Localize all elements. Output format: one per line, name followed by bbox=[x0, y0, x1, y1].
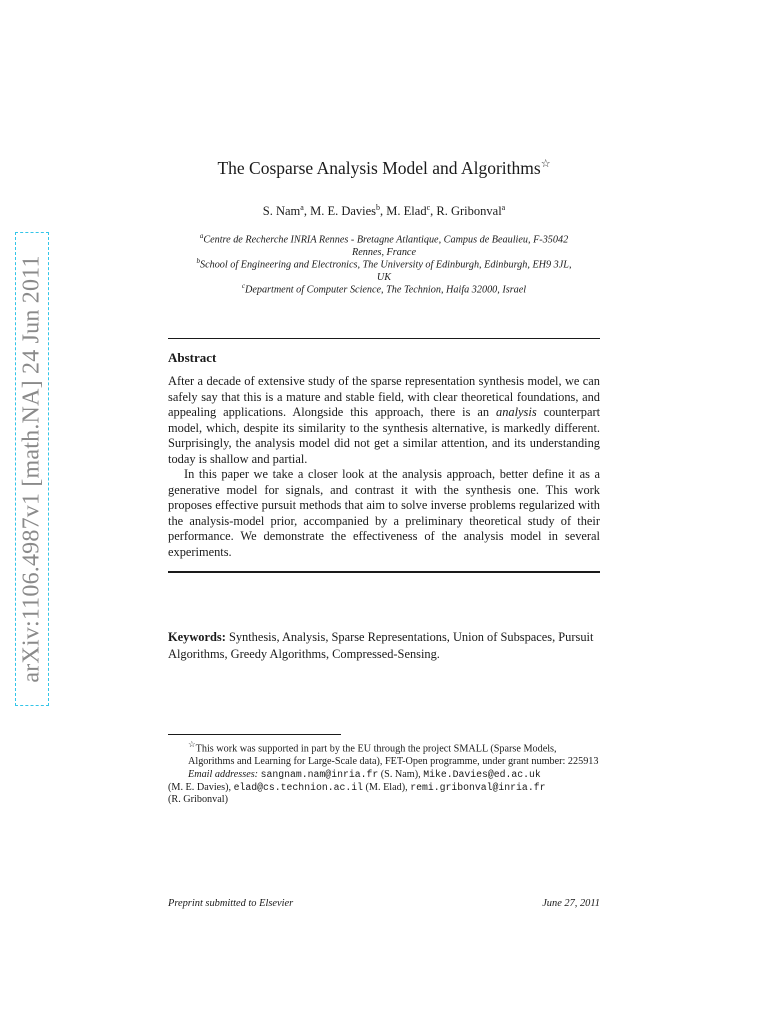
email-link[interactable]: remi.gribonval@inria.fr bbox=[410, 781, 546, 793]
abstract-paragraph bbox=[168, 374, 600, 467]
keywords bbox=[168, 629, 600, 663]
footnote-mark: ☆ bbox=[188, 739, 196, 749]
footnote-rule bbox=[168, 734, 341, 735]
funding-text: This work was supported in part by the EU through the project SMALL (Sparse Models, Algorithms and Learning for Large-Scale data), FET-Open programme, under grant number: 225913 bbox=[188, 743, 599, 768]
author-list: S. Nam$^a$, M. E. Davies$^b$, M. Elad$^c$, R. Gribonval$^a$ bbox=[262, 203, 506, 219]
email-owner: (M. Elad), bbox=[365, 781, 408, 793]
email-link[interactable]: sangnam.nam@inria.fr bbox=[260, 768, 379, 780]
abstract-top-rule bbox=[168, 338, 600, 339]
author-affiliation-mark: b bbox=[376, 203, 381, 212]
arxiv-identifier: arXiv:1106.4987v1 [math.NA] 24 Jun 2011 bbox=[18, 255, 45, 683]
author-name: M. Elad bbox=[386, 204, 427, 219]
funding-note bbox=[168, 738, 600, 769]
title-text: The Cosparse Analysis Model and Algorithms bbox=[217, 157, 541, 178]
affiliation-line: Department of Computer Science, The Technion, Haifa 32000, Israel bbox=[244, 284, 527, 296]
abstract-text: counterpart model, which, despite its similarity to the synthesis alternative, is markedly different. Surprisingly, the analysis model did not get a similar attention, and its understanding today is shallow and partial. bbox=[168, 405, 601, 466]
abstract-emphasis: analysis bbox=[496, 405, 537, 419]
affiliation-line: School of Engineering and Electronics, The University of Edinburgh, Edinburgh, EH9 3JL, bbox=[199, 259, 572, 271]
affiliation-mark: b bbox=[196, 257, 200, 265]
paper-title bbox=[168, 157, 600, 179]
title-footnote-mark: ☆ bbox=[540, 158, 551, 170]
email-link[interactable]: elad@cs.technion.ac.il bbox=[233, 781, 363, 793]
email-label: Email addresses: bbox=[188, 768, 259, 780]
abstract-heading: Abstract bbox=[168, 350, 217, 365]
abstract-text: After a decade of extensive study of the sparse representation synthesis model, we can safely say that this is a mature and stable field, with clear theoretical foundations, and appealing applications. Alongside this approach, there is an bbox=[168, 374, 600, 419]
affiliation-line: Centre de Recherche INRIA Rennes - Bretagne Atlantique, Campus de Beaulieu, F-35042 bbox=[203, 234, 569, 246]
author-affiliation-mark: a bbox=[501, 203, 506, 212]
email-owner: (S. Nam), bbox=[380, 768, 421, 780]
affiliation-mark: a bbox=[199, 232, 204, 240]
affiliation-line: UK bbox=[376, 271, 392, 283]
abstract-bottom-rule bbox=[168, 571, 600, 573]
footer-date: June 27, 2011 bbox=[542, 898, 600, 909]
email-owner: (R. Gribonval) bbox=[168, 794, 228, 806]
abstract-body bbox=[168, 374, 600, 560]
email-addresses bbox=[168, 769, 600, 807]
email-owner: (M. E. Davies), bbox=[168, 781, 232, 793]
author-name: S. Nam bbox=[262, 204, 301, 219]
arxiv-identifier-stamp[interactable] bbox=[15, 232, 49, 706]
footer-preprint-note: Preprint submitted to Elsevier bbox=[168, 898, 294, 909]
keywords-text: Synthesis, Analysis, Sparse Representations, Union of Subspaces, Pursuit Algorithms, Greedy Algorithms, Compressed-Sensing. bbox=[168, 630, 594, 661]
keywords-label: Keywords: bbox=[168, 630, 226, 644]
email-link[interactable]: Mike.Davies@ed.ac.uk bbox=[423, 768, 541, 780]
affiliation-mark: c bbox=[241, 282, 245, 290]
author-name: R. Gribonval bbox=[436, 204, 502, 219]
abstract-paragraph: In this paper we take a closer look at the analysis approach, better define it as a generative model for signals, and contrast it with the synthesis one. This work proposes effective pursuit methods that aim to solve inverse problems regularized with the analysis-model prior, accompanied by a preliminary theoretical study of their performance. We demonstrate the effectiveness of the analysis model in several experiments. bbox=[168, 467, 600, 559]
affiliation-c bbox=[168, 280, 600, 297]
author-affiliation-mark: c bbox=[426, 203, 431, 212]
author-affiliation-mark: a bbox=[300, 203, 304, 212]
footnote bbox=[168, 738, 600, 807]
author-name: M. E. Davies bbox=[310, 204, 377, 219]
affiliation-line: Rennes, France bbox=[352, 246, 416, 258]
